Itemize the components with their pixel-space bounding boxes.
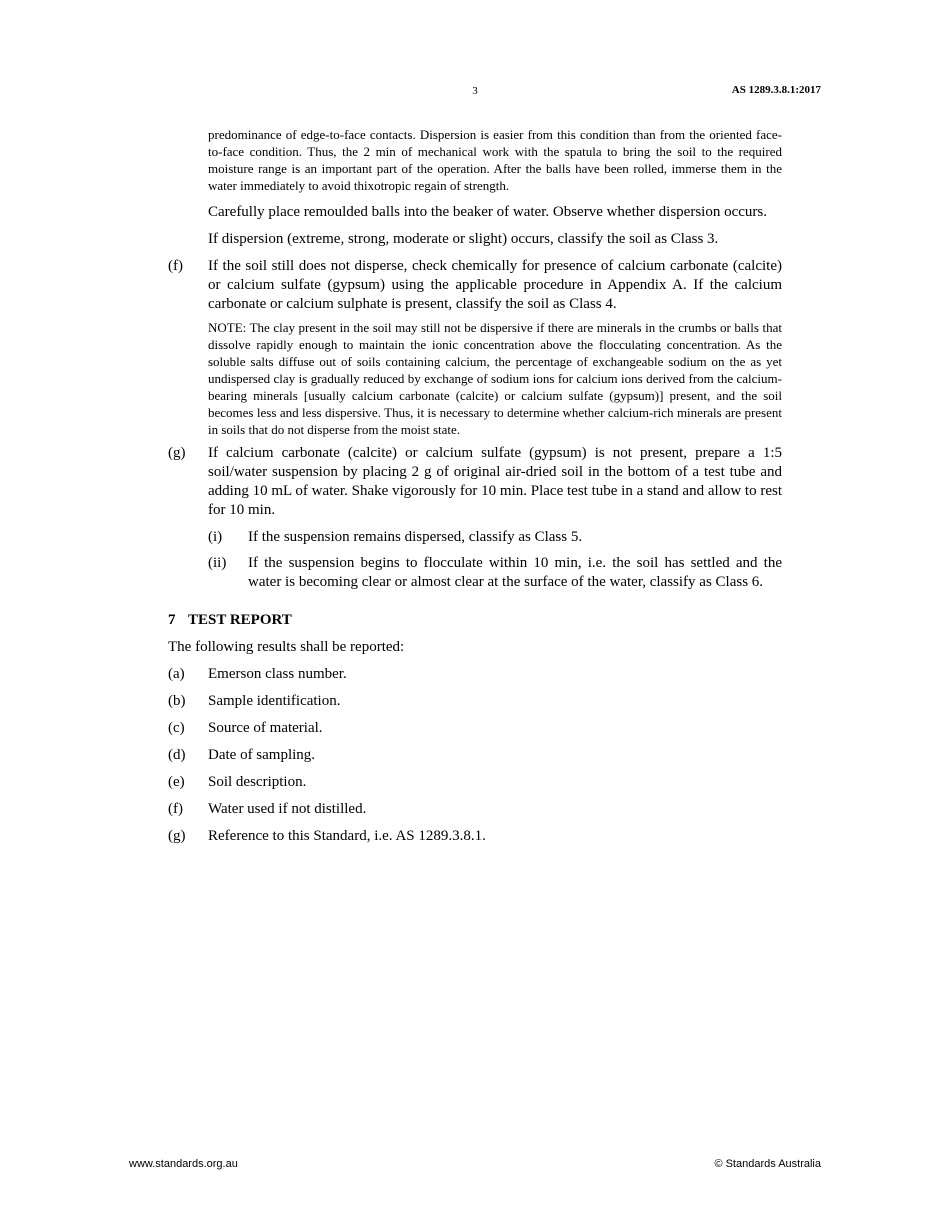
list-text: Reference to this Standard, i.e. AS 1289.3.8.1. bbox=[208, 828, 486, 844]
sub-item-ii bbox=[208, 554, 782, 592]
list-label: (a) bbox=[168, 666, 185, 682]
list-item-g bbox=[168, 444, 782, 520]
list-text: If the soil still does not disperse, check chemically for presence of calcium carbonate (calcite) or calcium sulfate (gypsum) using the applicable procedure in Appendix A. If the calcium carbonate or calcium sulphate is present, classify the soil as Class 4. bbox=[208, 258, 782, 312]
list-label: (g) bbox=[168, 445, 186, 461]
list-label: (f) bbox=[168, 258, 183, 274]
list-text: If calcium carbonate (calcite) or calcium sulfate (gypsum) is not present, prepare a 1:5 soil/water suspension by placing 2 g of original air-dried soil in the bottom of a test tube and adding 10 mL of water. Shake vigorously for 10 min. Place test tube in a stand and allow to rest for 10 min. bbox=[208, 445, 782, 518]
standard-code: AS 1289.3.8.1:2017 bbox=[731, 84, 821, 96]
paragraph-place-balls: Carefully place remoulded balls into the beaker of water. Observe whether dispersion occurs. bbox=[208, 204, 767, 220]
list-label: (d) bbox=[168, 747, 186, 763]
footer-website: www.standards.org.au bbox=[129, 1158, 238, 1170]
paragraph-top: predominance of edge-to-face contacts. Dispersion is easier from this condition than from the oriented face-to-face condition. Thus, the 2 min of mechanical work with the spatula to bring the soil to the required moisture range is an important part of the operation. After the balls have been rolled, immerse them in the water immediately to avoid thixotropic regain of strength. bbox=[208, 127, 782, 193]
document-body bbox=[168, 126, 782, 846]
list-text: Sample identification. bbox=[208, 693, 341, 709]
sub-text: If the suspension begins to flocculate within 10 min, i.e. the soil has settled and the water is becoming clear or almost clear at the surface of the water, classify as Class 6. bbox=[248, 555, 782, 590]
list-item bbox=[168, 719, 782, 738]
list-label: (f) bbox=[168, 801, 183, 817]
section-number: 7 bbox=[168, 612, 176, 628]
list-item bbox=[168, 773, 782, 792]
list-item bbox=[168, 746, 782, 765]
list-text: Source of material. bbox=[208, 720, 323, 736]
page-number: 3 bbox=[472, 85, 478, 97]
list-label: (c) bbox=[168, 720, 185, 736]
sub-label: (ii) bbox=[208, 555, 227, 571]
list-item bbox=[168, 800, 782, 819]
list-label: (g) bbox=[168, 828, 186, 844]
list-text: Water used if not distilled. bbox=[208, 801, 367, 817]
list-item bbox=[168, 827, 782, 846]
section-title: TEST REPORT bbox=[188, 612, 292, 628]
list-item-f bbox=[168, 257, 782, 314]
list-text: Emerson class number. bbox=[208, 666, 347, 682]
list-text: Date of sampling. bbox=[208, 747, 316, 763]
sub-item-i bbox=[208, 528, 782, 547]
paragraph-class3: If dispersion (extreme, strong, moderate or slight) occurs, classify the soil as Class 3. bbox=[208, 231, 719, 247]
section-heading bbox=[168, 611, 782, 630]
list-item bbox=[168, 692, 782, 711]
section-intro: The following results shall be reported: bbox=[168, 639, 405, 655]
sub-text: If the suspension remains dispersed, classify as Class 5. bbox=[248, 529, 583, 545]
list-label: (e) bbox=[168, 774, 185, 790]
note-f: NOTE: The clay present in the soil may still not be dispersive if there are minerals in the crumbs or balls that dissolve rapidly enough to maintain the ionic concentration above the flocculating concentration. As the soluble salts diffuse out of soils containing calcium, the percentage of exchangeable sodium on the as yet undispersed clay is gradually reduced by exchange of sodium ions for calcium ions derived from the calcium-bearing minerals [usually calcium carbonate (calcite) or calcium sulfate (gypsum)] present, and the soil becomes less and less dispersive. Thus, it is necessary to determine whether calcium-rich minerals are present in soils that do not disperse from the moist state. bbox=[208, 320, 782, 437]
list-item bbox=[168, 665, 782, 684]
sub-label: (i) bbox=[208, 529, 223, 545]
report-items bbox=[168, 665, 782, 846]
list-text: Soil description. bbox=[208, 774, 307, 790]
list-label: (b) bbox=[168, 693, 186, 709]
footer-copyright: © Standards Australia bbox=[714, 1158, 821, 1170]
